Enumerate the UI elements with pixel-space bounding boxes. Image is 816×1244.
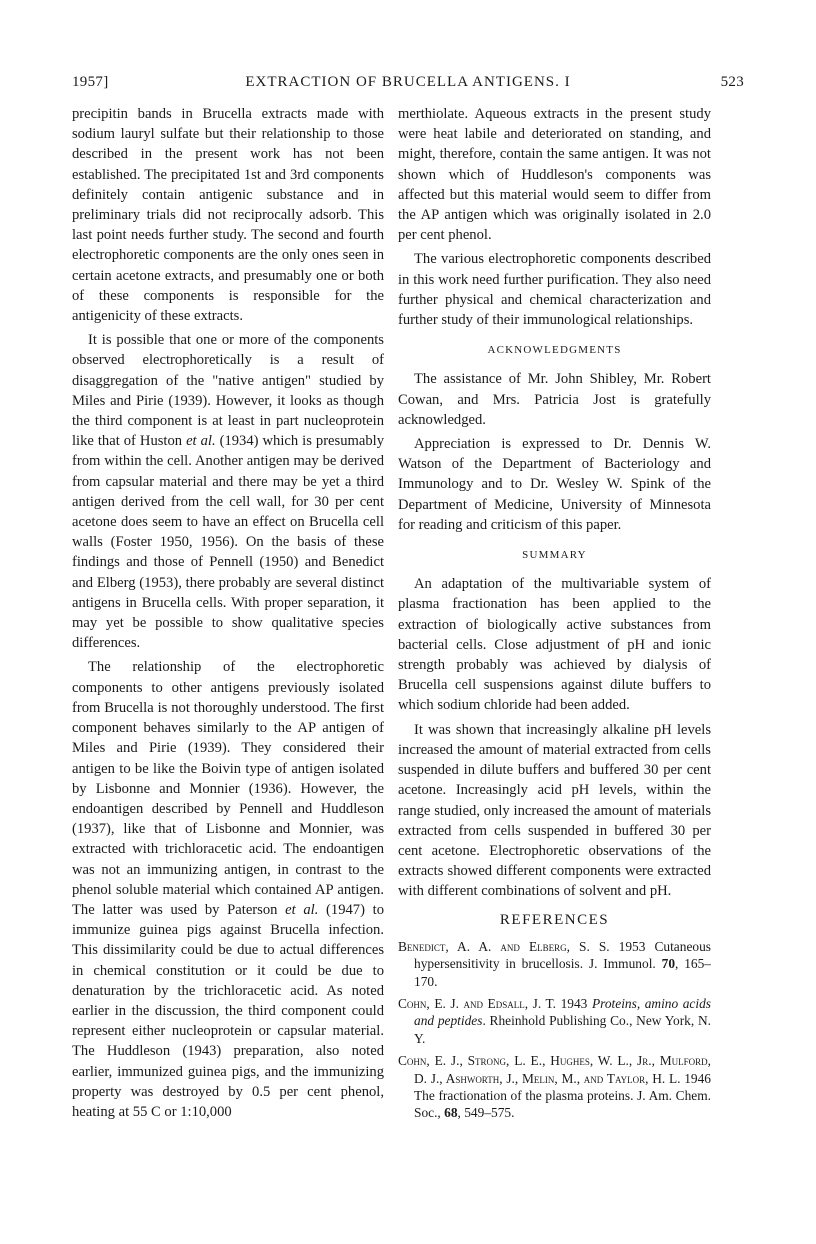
header-title: EXTRACTION OF BRUCELLA ANTIGENS. I: [245, 74, 571, 90]
running-header: [72, 74, 744, 94]
reference-entry: Cohn, E. J. and Edsall, J. T. 1943 Proteins, amino acids and peptides. Rheinhold Publishing Co., New York, N. Y.: [398, 995, 712, 1046]
header-year: 1957]: [72, 74, 109, 90]
summary-heading: SUMMARY: [522, 549, 587, 562]
paragraph-merthiolate: merthiolate. Aqueous extracts in the present study were heat labile and deteriorated on standing, and might, therefore, contain the same antigen. It was not shown which of Huddleson's components was affected but this material would seem to differ from the AP antigen which was originally isolated in 2.0 per cent phenol.: [398, 106, 711, 244]
paragraph-purification: The various electrophoretic components described in this work need further purification. They also need further physical and chemical characterization and further study of their immunological relationships.: [398, 251, 711, 329]
summary-paragraph-1: An adaptation of the multivariable system of plasma fractionation has been applied to the extraction of biologically active substances from bacterial cells. Close adjustment of pH and ionic strength probably was achieved by dialysis of Brucella cell suspensions against dilute buffers to which sodium chloride had been added.: [398, 576, 711, 714]
reference-entry: Benedict, A. A. and Elberg, S. S. 1953 Cutaneous hypersensitivity in brucellosis. J. Immunol. 70, 165–170.: [398, 938, 712, 989]
acknowledgments-paragraph-2: Appreciation is expressed to Dr. Dennis W. Watson of the Department of Bacteriology and Immunology and to Dr. Wesley W. Spink of the Department of Medicine, University of Minnesota for reading and criticism of this paper.: [398, 436, 711, 533]
right-column: [398, 104, 711, 1127]
left-column: [72, 104, 384, 1122]
reference-entry: Cohn, E. J., Strong, L. E., Hughes, W. L., Jr., Mulford, D. J., Ashworth, J., Melin, M., and Taylor, H. L. 1946 The fractionation of the plasma proteins. J. Am. Chem. Soc., 68, 549–575.: [398, 1053, 711, 1121]
paragraph-precipitin: precipitin bands in Brucella extracts made with sodium lauryl sulfate but their relationship to those described in the present work has not been established. The precipitated 1st and 3rd components definitely contain antigenic substance and in preliminary trials did not reciprocally adsorb. This last point needs further study. The second and fourth electrophoretic components are the only ones seen in certain acetone extracts, and presumably one or both of these components is responsible for the antigenicity of these extracts.: [72, 106, 384, 325]
page-number: 523: [720, 74, 744, 90]
acknowledgments-paragraph-1: The assistance of Mr. John Shibley, Mr. Robert Cowan, and Mrs. Patricia Jost is gratefully acknowledged.: [398, 371, 711, 428]
summary-paragraph-2: It was shown that increasingly alkaline pH levels increased the amount of material extracted from cells suspended in dilute buffers and buffered 30 per cent acetone. Increasingly acid pH levels, within the range studied, only increased the amount of materials extracted from cells suspended in buffered 30 per cent acetone. Electrophoretic observations of the extracts showed different components were extracted with different combinations of solvent and pH.: [398, 721, 711, 900]
paragraph-relationship: The relationship of the electrophoretic components to other antigens previously isolated from Brucella is not thoroughly understood. The first component behaves similarly to the AP antigen of Miles and Pirie (1939). They considered their antigen to be like the Boivin type of antigen isolated by Lisbonne and Monnier (1936). However, the endoantigen described by Pennell and Huddleson (1937), like that of Lisbonne and Monnier, was extracted with trichloracetic acid. The endoantigen was not an immunizing antigen, in contrast to the phenol soluble material which contained AP antigen. The latter was used by Paterson et al. (1947) to immunize guinea pigs against Brucella infection. This dissimilarity could be due to actual differences in chemical constitution or it could be due to denaturation by the trichloracetic acid. As noted earlier in the discussion, the third component could represent either nucleoprotein or capsular material. The Huddleson (1943) preparation, also noted earlier, immunized guinea pigs, and the immunizing property was destroyed by 0.5 per cent phenol, heating at 55 C or 1:10,000: [72, 659, 385, 1120]
references-heading: REFERENCES: [499, 911, 610, 928]
paragraph-disaggregation: It is possible that one or more of the components observed electrophoretically is a result of disaggregation of the "native antigen" studied by Miles and Pirie (1939). However, it looks as though the third component is at least in part nucleoprotein like that of Huston et al. (1934) which is presumably from within the cell. Another antigen may be derived from capsular material and there may be yet a third antigen derived from the cell wall, for 30 per cent acetone does seem to have an effect on Brucella cell walls (Foster 1950, 1956). On the basis of these findings and those of Pennell (1950) and Benedict and Elberg (1953), there probably are several distinct antigens in Brucella cells. With proper separation, it may yet be possible to show qualitative species differences.: [72, 332, 384, 652]
acknowledgments-heading: ACKNOWLEDGMENTS: [487, 344, 622, 357]
